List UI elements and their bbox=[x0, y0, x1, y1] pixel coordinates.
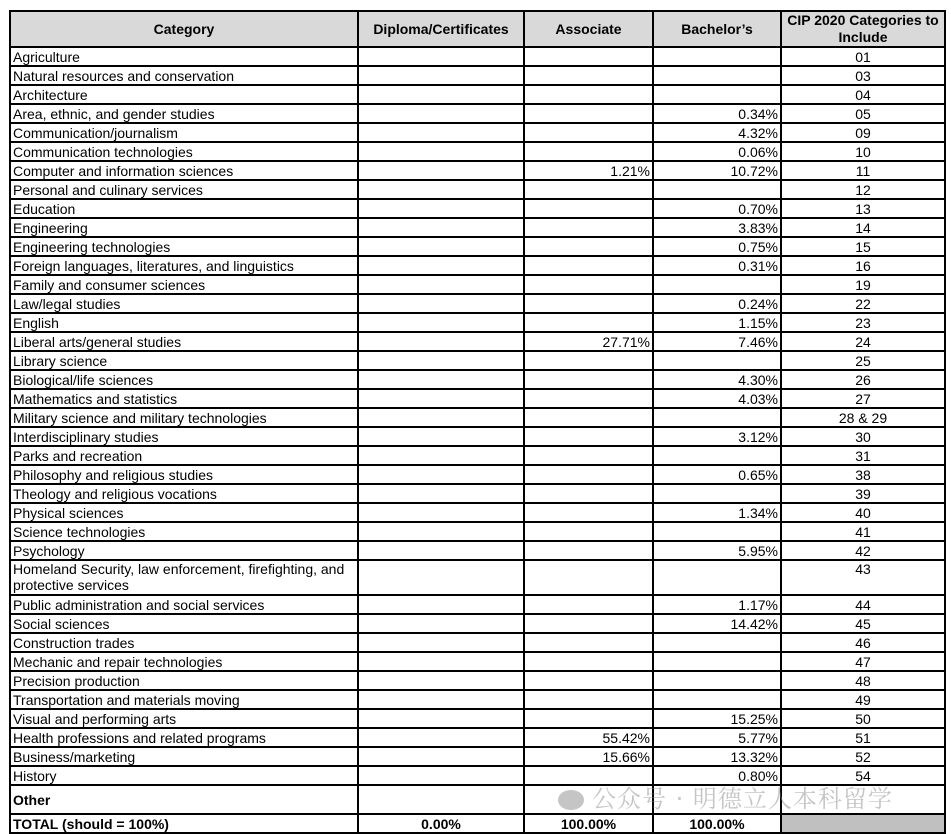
cell-associate bbox=[524, 560, 653, 595]
cell-bachelors bbox=[653, 560, 781, 595]
cell-category: Communication technologies bbox=[10, 142, 358, 161]
table-row bbox=[10, 237, 945, 256]
cell-diploma bbox=[358, 66, 524, 85]
cell-bachelors: 1.15% bbox=[653, 313, 781, 332]
cell-cip: 27 bbox=[781, 389, 945, 408]
cell-diploma bbox=[358, 351, 524, 370]
cell-diploma bbox=[358, 142, 524, 161]
cell-diploma bbox=[358, 465, 524, 484]
table-row bbox=[10, 690, 945, 709]
cell-bachelors: 0.06% bbox=[653, 142, 781, 161]
cell-diploma bbox=[358, 389, 524, 408]
header-associate: Associate bbox=[524, 11, 653, 47]
other-diploma bbox=[358, 785, 524, 814]
cell-cip: 52 bbox=[781, 747, 945, 766]
cell-diploma bbox=[358, 85, 524, 104]
cell-category: Theology and religious vocations bbox=[10, 484, 358, 503]
cell-diploma bbox=[358, 275, 524, 294]
total-bachelors: 100.00% bbox=[653, 814, 781, 833]
cell-associate bbox=[524, 671, 653, 690]
cell-bachelors bbox=[653, 671, 781, 690]
cell-associate bbox=[524, 652, 653, 671]
cell-cip: 47 bbox=[781, 652, 945, 671]
cell-cip: 40 bbox=[781, 503, 945, 522]
cell-diploma bbox=[358, 503, 524, 522]
cell-bachelors: 7.46% bbox=[653, 332, 781, 351]
cell-category: Liberal arts/general studies bbox=[10, 332, 358, 351]
cell-associate bbox=[524, 294, 653, 313]
table-row bbox=[10, 709, 945, 728]
total-cip bbox=[781, 814, 945, 833]
cell-category: Psychology bbox=[10, 541, 358, 560]
cell-cip: 54 bbox=[781, 766, 945, 785]
cell-diploma bbox=[358, 671, 524, 690]
cell-diploma bbox=[358, 560, 524, 595]
table-row bbox=[10, 614, 945, 633]
cell-cip: 24 bbox=[781, 332, 945, 351]
cell-diploma bbox=[358, 199, 524, 218]
cell-category: Physical sciences bbox=[10, 503, 358, 522]
cell-diploma bbox=[358, 766, 524, 785]
header-cip: CIP 2020 Categories to Include bbox=[781, 11, 945, 47]
cell-diploma bbox=[358, 237, 524, 256]
cell-associate bbox=[524, 47, 653, 66]
cell-category: Mathematics and statistics bbox=[10, 389, 358, 408]
table-row bbox=[10, 503, 945, 522]
cell-cip: 01 bbox=[781, 47, 945, 66]
cell-bachelors bbox=[653, 85, 781, 104]
cell-diploma bbox=[358, 709, 524, 728]
cell-cip: 49 bbox=[781, 690, 945, 709]
cell-associate bbox=[524, 595, 653, 614]
table-row bbox=[10, 560, 945, 595]
cell-category: Biological/life sciences bbox=[10, 370, 358, 389]
cell-category: Interdisciplinary studies bbox=[10, 427, 358, 446]
cell-associate bbox=[524, 123, 653, 142]
cell-category: Business/marketing bbox=[10, 747, 358, 766]
cell-bachelors: 13.32% bbox=[653, 747, 781, 766]
cell-cip: 03 bbox=[781, 66, 945, 85]
cell-associate bbox=[524, 541, 653, 560]
cell-diploma bbox=[358, 408, 524, 427]
cell-bachelors bbox=[653, 180, 781, 199]
cell-category: Foreign languages, literatures, and linguistics bbox=[10, 256, 358, 275]
cell-diploma bbox=[358, 484, 524, 503]
cell-cip: 43 bbox=[781, 560, 945, 595]
cell-bachelors bbox=[653, 47, 781, 66]
header-diploma: Diploma/Certificates bbox=[358, 11, 524, 47]
cell-cip: 44 bbox=[781, 595, 945, 614]
cell-category: Personal and culinary services bbox=[10, 180, 358, 199]
cell-cip: 25 bbox=[781, 351, 945, 370]
wechat-icon bbox=[558, 790, 584, 810]
table-row bbox=[10, 595, 945, 614]
cell-bachelors: 3.12% bbox=[653, 427, 781, 446]
table-row bbox=[10, 652, 945, 671]
cell-diploma bbox=[358, 652, 524, 671]
cell-bachelors: 1.17% bbox=[653, 595, 781, 614]
cell-bachelors bbox=[653, 446, 781, 465]
cell-diploma bbox=[358, 104, 524, 123]
cell-associate bbox=[524, 85, 653, 104]
table-row bbox=[10, 408, 945, 427]
cell-category: Mechanic and repair technologies bbox=[10, 652, 358, 671]
cell-diploma bbox=[358, 161, 524, 180]
cell-associate: 27.71% bbox=[524, 332, 653, 351]
cell-diploma bbox=[358, 370, 524, 389]
cell-associate bbox=[524, 104, 653, 123]
cell-associate bbox=[524, 690, 653, 709]
cell-category: History bbox=[10, 766, 358, 785]
cell-category: Science technologies bbox=[10, 522, 358, 541]
cell-category: Area, ethnic, and gender studies bbox=[10, 104, 358, 123]
watermark-text: 公众号 · 明德立人本科留学 bbox=[592, 785, 893, 813]
table-row bbox=[10, 104, 945, 123]
cell-associate bbox=[524, 408, 653, 427]
cell-category: Military science and military technologies bbox=[10, 408, 358, 427]
table-row bbox=[10, 427, 945, 446]
cell-bachelors: 15.25% bbox=[653, 709, 781, 728]
cell-diploma bbox=[358, 123, 524, 142]
table-row bbox=[10, 85, 945, 104]
table-row bbox=[10, 541, 945, 560]
cell-diploma bbox=[358, 427, 524, 446]
cell-cip: 41 bbox=[781, 522, 945, 541]
cell-cip: 51 bbox=[781, 728, 945, 747]
cell-associate bbox=[524, 256, 653, 275]
cell-bachelors: 0.31% bbox=[653, 256, 781, 275]
cell-associate bbox=[524, 614, 653, 633]
cell-diploma bbox=[358, 595, 524, 614]
cell-associate bbox=[524, 275, 653, 294]
table-row bbox=[10, 142, 945, 161]
cell-diploma bbox=[358, 446, 524, 465]
cell-bachelors bbox=[653, 522, 781, 541]
cell-associate bbox=[524, 446, 653, 465]
cell-cip: 04 bbox=[781, 85, 945, 104]
table-row bbox=[10, 332, 945, 351]
cell-category: English bbox=[10, 313, 358, 332]
cell-category: Social sciences bbox=[10, 614, 358, 633]
cell-bachelors: 0.24% bbox=[653, 294, 781, 313]
table-row bbox=[10, 180, 945, 199]
table-row bbox=[10, 446, 945, 465]
cell-bachelors bbox=[653, 484, 781, 503]
cell-category: Engineering technologies bbox=[10, 237, 358, 256]
cell-diploma bbox=[358, 180, 524, 199]
cell-bachelors bbox=[653, 633, 781, 652]
cell-category: Philosophy and religious studies bbox=[10, 465, 358, 484]
table-row bbox=[10, 671, 945, 690]
cell-cip: 39 bbox=[781, 484, 945, 503]
cell-associate bbox=[524, 142, 653, 161]
cell-category: Precision production bbox=[10, 671, 358, 690]
cell-cip: 48 bbox=[781, 671, 945, 690]
cell-associate bbox=[524, 389, 653, 408]
cell-cip: 38 bbox=[781, 465, 945, 484]
cell-cip: 09 bbox=[781, 123, 945, 142]
header-bachelors: Bachelor’s bbox=[653, 11, 781, 47]
table-row bbox=[10, 313, 945, 332]
cell-bachelors bbox=[653, 275, 781, 294]
cell-cip: 16 bbox=[781, 256, 945, 275]
table-row bbox=[10, 161, 945, 180]
cell-associate bbox=[524, 351, 653, 370]
cell-category: Health professions and related programs bbox=[10, 728, 358, 747]
other-label: Other bbox=[10, 785, 358, 814]
cell-bachelors: 3.83% bbox=[653, 218, 781, 237]
cell-bachelors bbox=[653, 690, 781, 709]
cell-category: Communication/journalism bbox=[10, 123, 358, 142]
cell-diploma bbox=[358, 522, 524, 541]
cell-associate: 55.42% bbox=[524, 728, 653, 747]
cell-category: Natural resources and conservation bbox=[10, 66, 358, 85]
cell-associate bbox=[524, 484, 653, 503]
cell-diploma bbox=[358, 541, 524, 560]
cell-cip: 23 bbox=[781, 313, 945, 332]
cell-cip: 30 bbox=[781, 427, 945, 446]
cell-cip: 50 bbox=[781, 709, 945, 728]
table-row bbox=[10, 47, 945, 66]
cell-category: Computer and information sciences bbox=[10, 161, 358, 180]
total-associate: 100.00% bbox=[524, 814, 653, 833]
table-row bbox=[10, 370, 945, 389]
cell-category: Public administration and social services bbox=[10, 595, 358, 614]
cell-associate bbox=[524, 503, 653, 522]
cell-diploma bbox=[358, 747, 524, 766]
cell-associate bbox=[524, 427, 653, 446]
cell-associate bbox=[524, 633, 653, 652]
total-diploma: 0.00% bbox=[358, 814, 524, 833]
cell-diploma bbox=[358, 728, 524, 747]
cell-cip: 22 bbox=[781, 294, 945, 313]
cell-cip: 15 bbox=[781, 237, 945, 256]
table-row bbox=[10, 256, 945, 275]
cell-category: Architecture bbox=[10, 85, 358, 104]
cell-bachelors bbox=[653, 351, 781, 370]
cell-associate bbox=[524, 370, 653, 389]
cell-bachelors: 10.72% bbox=[653, 161, 781, 180]
cell-cip: 14 bbox=[781, 218, 945, 237]
table-row bbox=[10, 465, 945, 484]
cell-associate bbox=[524, 709, 653, 728]
cell-category: Construction trades bbox=[10, 633, 358, 652]
degree-distribution-table bbox=[9, 10, 946, 834]
cell-bachelors: 0.65% bbox=[653, 465, 781, 484]
cell-associate bbox=[524, 180, 653, 199]
cell-bachelors bbox=[653, 408, 781, 427]
cell-category: Homeland Security, law enforcement, firefighting, and protective services bbox=[10, 560, 358, 595]
cell-category: Education bbox=[10, 199, 358, 218]
table-row bbox=[10, 199, 945, 218]
cell-associate bbox=[524, 199, 653, 218]
cell-category: Parks and recreation bbox=[10, 446, 358, 465]
cell-bachelors bbox=[653, 66, 781, 85]
cell-diploma bbox=[358, 614, 524, 633]
cell-diploma bbox=[358, 633, 524, 652]
cell-associate bbox=[524, 313, 653, 332]
cell-bachelors: 5.95% bbox=[653, 541, 781, 560]
table-row bbox=[10, 522, 945, 541]
cell-bachelors: 0.75% bbox=[653, 237, 781, 256]
cell-cip: 12 bbox=[781, 180, 945, 199]
table-row bbox=[10, 389, 945, 408]
cell-bachelors: 1.34% bbox=[653, 503, 781, 522]
cell-category: Library science bbox=[10, 351, 358, 370]
cell-cip: 31 bbox=[781, 446, 945, 465]
table-row bbox=[10, 294, 945, 313]
table-row bbox=[10, 484, 945, 503]
cell-bachelors: 0.80% bbox=[653, 766, 781, 785]
cell-bachelors: 5.77% bbox=[653, 728, 781, 747]
cell-bachelors: 0.34% bbox=[653, 104, 781, 123]
cell-associate bbox=[524, 218, 653, 237]
cell-associate bbox=[524, 237, 653, 256]
cell-diploma bbox=[358, 256, 524, 275]
cell-category: Agriculture bbox=[10, 47, 358, 66]
cell-cip: 46 bbox=[781, 633, 945, 652]
cell-cip: 28 & 29 bbox=[781, 408, 945, 427]
cell-associate: 15.66% bbox=[524, 747, 653, 766]
cell-diploma bbox=[358, 690, 524, 709]
cell-cip: 19 bbox=[781, 275, 945, 294]
header-row bbox=[10, 11, 945, 47]
cell-diploma bbox=[358, 332, 524, 351]
table-row bbox=[10, 351, 945, 370]
cell-associate bbox=[524, 522, 653, 541]
total-label: TOTAL (should = 100%) bbox=[10, 814, 358, 833]
cell-cip: 45 bbox=[781, 614, 945, 633]
cell-category: Engineering bbox=[10, 218, 358, 237]
cell-cip: 42 bbox=[781, 541, 945, 560]
cell-diploma bbox=[358, 218, 524, 237]
total-row bbox=[10, 814, 945, 833]
table-row bbox=[10, 218, 945, 237]
table-row bbox=[10, 275, 945, 294]
cell-diploma bbox=[358, 47, 524, 66]
cell-category: Law/legal studies bbox=[10, 294, 358, 313]
header-category: Category bbox=[10, 11, 358, 47]
cell-associate bbox=[524, 465, 653, 484]
table-row bbox=[10, 728, 945, 747]
cell-bachelors: 4.30% bbox=[653, 370, 781, 389]
table-row bbox=[10, 66, 945, 85]
cell-category: Visual and performing arts bbox=[10, 709, 358, 728]
cell-bachelors: 0.70% bbox=[653, 199, 781, 218]
cell-cip: 13 bbox=[781, 199, 945, 218]
cell-bachelors: 14.42% bbox=[653, 614, 781, 633]
table-row bbox=[10, 123, 945, 142]
cell-bachelors: 4.32% bbox=[653, 123, 781, 142]
cell-cip: 10 bbox=[781, 142, 945, 161]
table-row bbox=[10, 766, 945, 785]
cell-associate bbox=[524, 66, 653, 85]
cell-diploma bbox=[358, 294, 524, 313]
cell-diploma bbox=[358, 313, 524, 332]
cell-category: Family and consumer sciences bbox=[10, 275, 358, 294]
watermark bbox=[558, 786, 893, 813]
cell-bachelors: 4.03% bbox=[653, 389, 781, 408]
cell-cip: 11 bbox=[781, 161, 945, 180]
table-row bbox=[10, 747, 945, 766]
cell-bachelors bbox=[653, 652, 781, 671]
cell-cip: 05 bbox=[781, 104, 945, 123]
cell-cip: 26 bbox=[781, 370, 945, 389]
cell-associate bbox=[524, 766, 653, 785]
table-row bbox=[10, 633, 945, 652]
cell-category: Transportation and materials moving bbox=[10, 690, 358, 709]
cell-associate: 1.21% bbox=[524, 161, 653, 180]
